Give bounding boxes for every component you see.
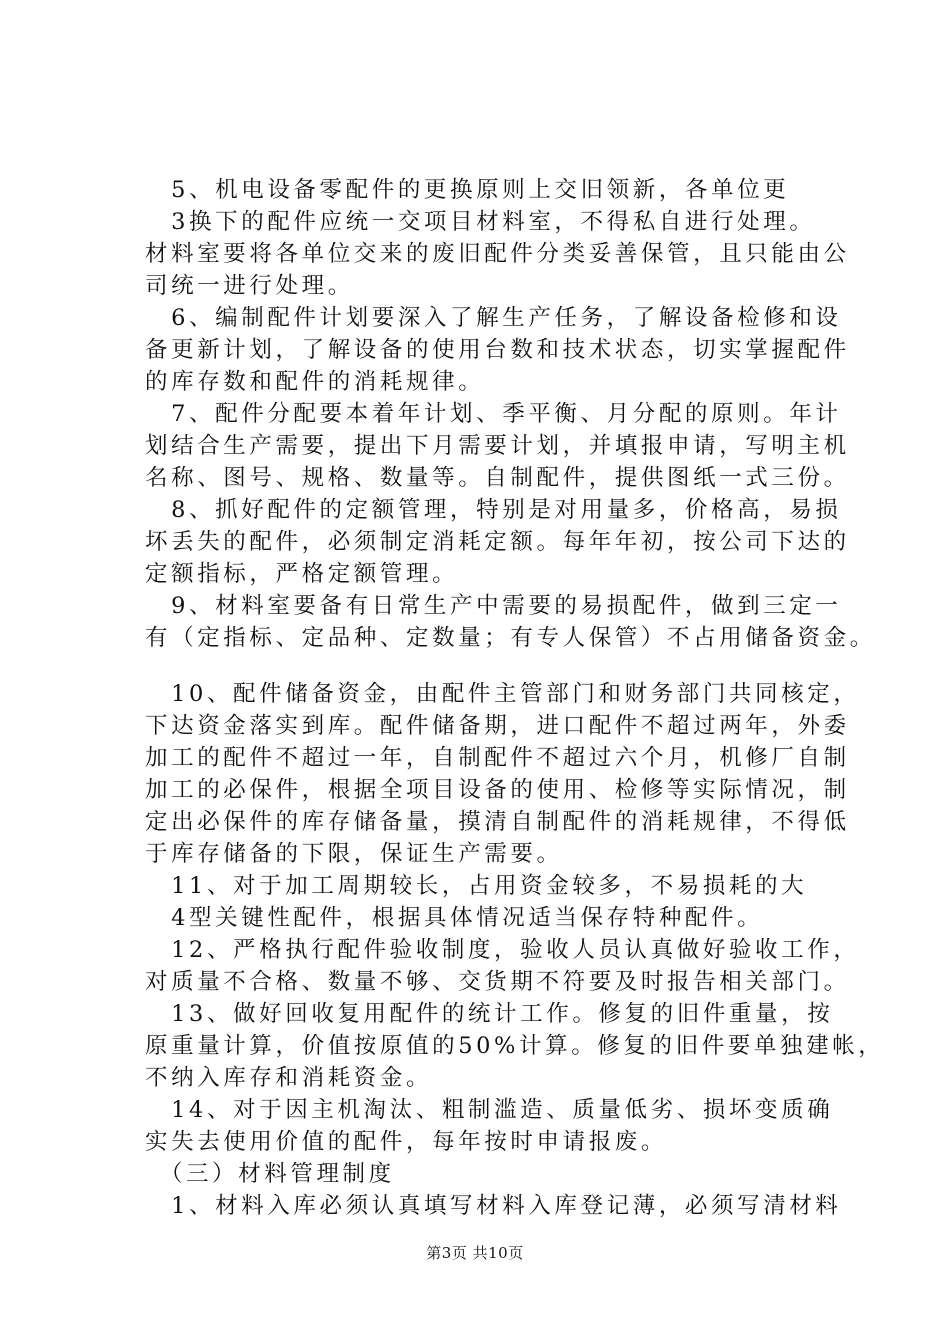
text-line: 加工的必保件，根据全项目设备的使用、检修等实际情况，制 [145, 777, 850, 803]
page-footer: 第3页 共10页 [426, 1244, 524, 1262]
text-line: 8、抓好配件的定额管理，特别是对用量多，价格高，易损 [145, 497, 842, 523]
text-line: 3换下的配件应统一交项目材料室，不得私自进行处理。 [145, 209, 816, 235]
text-line: 11、对于加工周期较长，占用资金较多，不易损耗的大 [145, 873, 808, 899]
text-line: 的库存数和配件的消耗规律。 [145, 369, 485, 395]
text-line: 于库存储备的下限，保证生产需要。 [145, 841, 563, 867]
section-heading: （三）材料管理制度 [145, 1161, 395, 1187]
text-line: 7、配件分配要本着年计划、季平衡、月分配的原则。年计 [145, 401, 842, 427]
text-line: 司统一进行处理。 [145, 273, 354, 299]
text-line: 4型关键性配件，根据具体情况适当保存特种配件。 [145, 905, 764, 931]
text-line: 12、严格执行配件验收制度，验收人员认真做好验收工作， [145, 937, 860, 963]
text-line: 下达资金落实到库。配件储备期，进口配件不超过两年，外委 [145, 713, 850, 739]
text-line: 14、对于因主机淘汰、粗制滥造、质量低劣、损坏变质确 [145, 1097, 834, 1123]
text-line: 10、配件储备资金，由配件主管部门和财务部门共同核定， [145, 681, 860, 707]
text-line: 不纳入库存和消耗资金。 [145, 1065, 433, 1091]
text-line: 9、材料室要备有日常生产中需要的易损配件，做到三定一 [145, 593, 842, 619]
text-line: 13、做好回收复用配件的统计工作。修复的旧件重量，按 [145, 1001, 834, 1027]
text-line: 有（定指标、定品种、定数量；有专人保管）不占用储备资金。 [145, 625, 876, 651]
text-line: 6、编制配件计划要深入了解生产任务，了解设备检修和设 [145, 305, 842, 331]
text-line: 坏丢失的配件，必须制定消耗定额。每年年初，按公司下达的 [145, 529, 850, 555]
text-line: 加工的配件不超过一年，自制配件不超过六个月，机修厂自制 [145, 745, 850, 771]
text-line: 实失去使用价值的配件，每年按时申请报废。 [145, 1129, 668, 1155]
text-line: 对质量不合格、数量不够、交货期不符要及时报告相关部门。 [145, 969, 850, 995]
text-line: 定额指标，严格定额管理。 [145, 561, 459, 587]
text-line: 划结合生产需要，提出下月需要计划，并填报申请，写明主机 [145, 433, 850, 459]
text-line: 定出必保件的库存储备量，摸清自制配件的消耗规律，不得低 [145, 809, 850, 835]
text-line: 5、机电设备零配件的更换原则上交旧领新，各单位更 [145, 177, 790, 203]
text-line: 备更新计划，了解设备的使用台数和技术状态，切实掌握配件 [145, 337, 850, 363]
text-line: 原重量计算，价值按原值的50%计算。修复的旧件要单独建帐， [145, 1033, 885, 1059]
text-line: 名称、图号、规格、数量等。自制配件，提供图纸一式三份。 [145, 465, 850, 491]
text-line: 材料室要将各单位交来的废旧配件分类妥善保管，且只能由公 [145, 241, 850, 267]
text-line: 1、材料入库必须认真填写材料入库登记薄，必须写清材料 [145, 1193, 842, 1219]
